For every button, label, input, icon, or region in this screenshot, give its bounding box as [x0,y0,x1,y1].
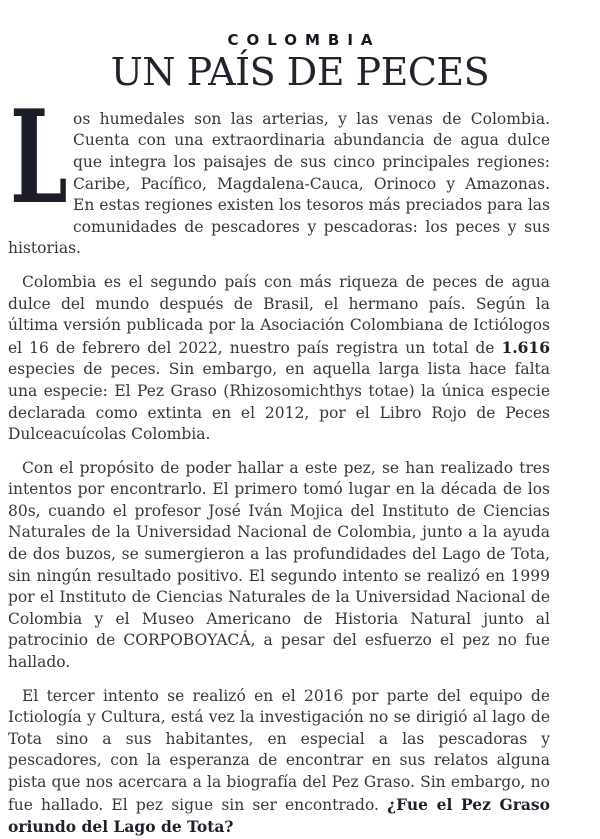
paragraph-3-text: Con el propósito de poder hallar a este pez, se han realizado tres intentos por encontrarlo. El primero tomó lugar en la década de los 80s, cuando el profesor José Iván Mojica del Instituto de Ciencias Naturales de la Universidad Nacional de Colombia, junto a la ayuda de dos buzos, se sumergieron a las profundidades del Lago de Tota, sin ningún resultado positivo. El segundo intento se realizó en 1999 por el Instituto de Ciencias Naturales de la Universidad Nacional de Colombia y el Museo Americano de Historia Natural junto al patrocinio de CORPOBOYACÁ, a pesar del esfuerzo el pez no fue hallado. [8,458,550,672]
species-count-bold: 1.616 [501,337,550,357]
paragraph-lead-text: os humedales son las arterias, y las venas de Colombia. Cuenta con una extraordinaria abundancia de agua dulce que integra los paisajes de sus cinco principales regiones: Caribe, Pacífico, Magdalena-Cauca, Orinoco y Amazonas. En estas regiones existen los tesoros más preciados para las comunidades de pescadores y pescadoras: los peces y sus historias. [8,109,550,258]
paragraph-third-attempt [8,686,550,839]
paragraph-lead [8,82,550,260]
kicker: COLOMBIA [227,31,381,49]
paragraph-2-text-before: Colombia es el segundo país con más riqueza de peces de agua dulce del mundo después de Brasil, el hermano país. Según la última versión publicada por la Asociación Colombiana de Ictiólogos el 16 de febrero del 2022, nuestro país registra un total de [8,272,550,357]
paragraph-4-text: El tercer intento se realizó en el 2016 por parte del equipo de Ictiología y Cultura, está vez la investigación no se dirigió al lago de Tota sino a sus habitantes, en especial a las pescadoras y pescadores, con la esperanza de encontrar en sus relatos alguna pista que nos acercara a la biografía del Pez Graso. Sin embargo, no fue hallado. El pez sigue sin ser encontrado. [8,686,550,814]
dropcap-letter: L [10,82,68,233]
article-header [0,0,600,94]
article-body [0,82,600,839]
paragraph-search-attempts [8,458,550,674]
page-title: UN PAÍS DE PECES [110,50,490,94]
paragraph-species-count [8,272,550,446]
closing-question-bold: ¿Fue el Pez Graso oriundo del Lago de Tota? [8,794,550,837]
paragraph-2-text-after: especies de peces. Sin embargo, en aquella larga lista hace falta una especie: El Pez Graso (Rhizosomichthys totae) la única especie declarada como extinta en el 2012, por el Libro Rojo de Peces Dulceacuícolas Colombia. [8,360,550,444]
